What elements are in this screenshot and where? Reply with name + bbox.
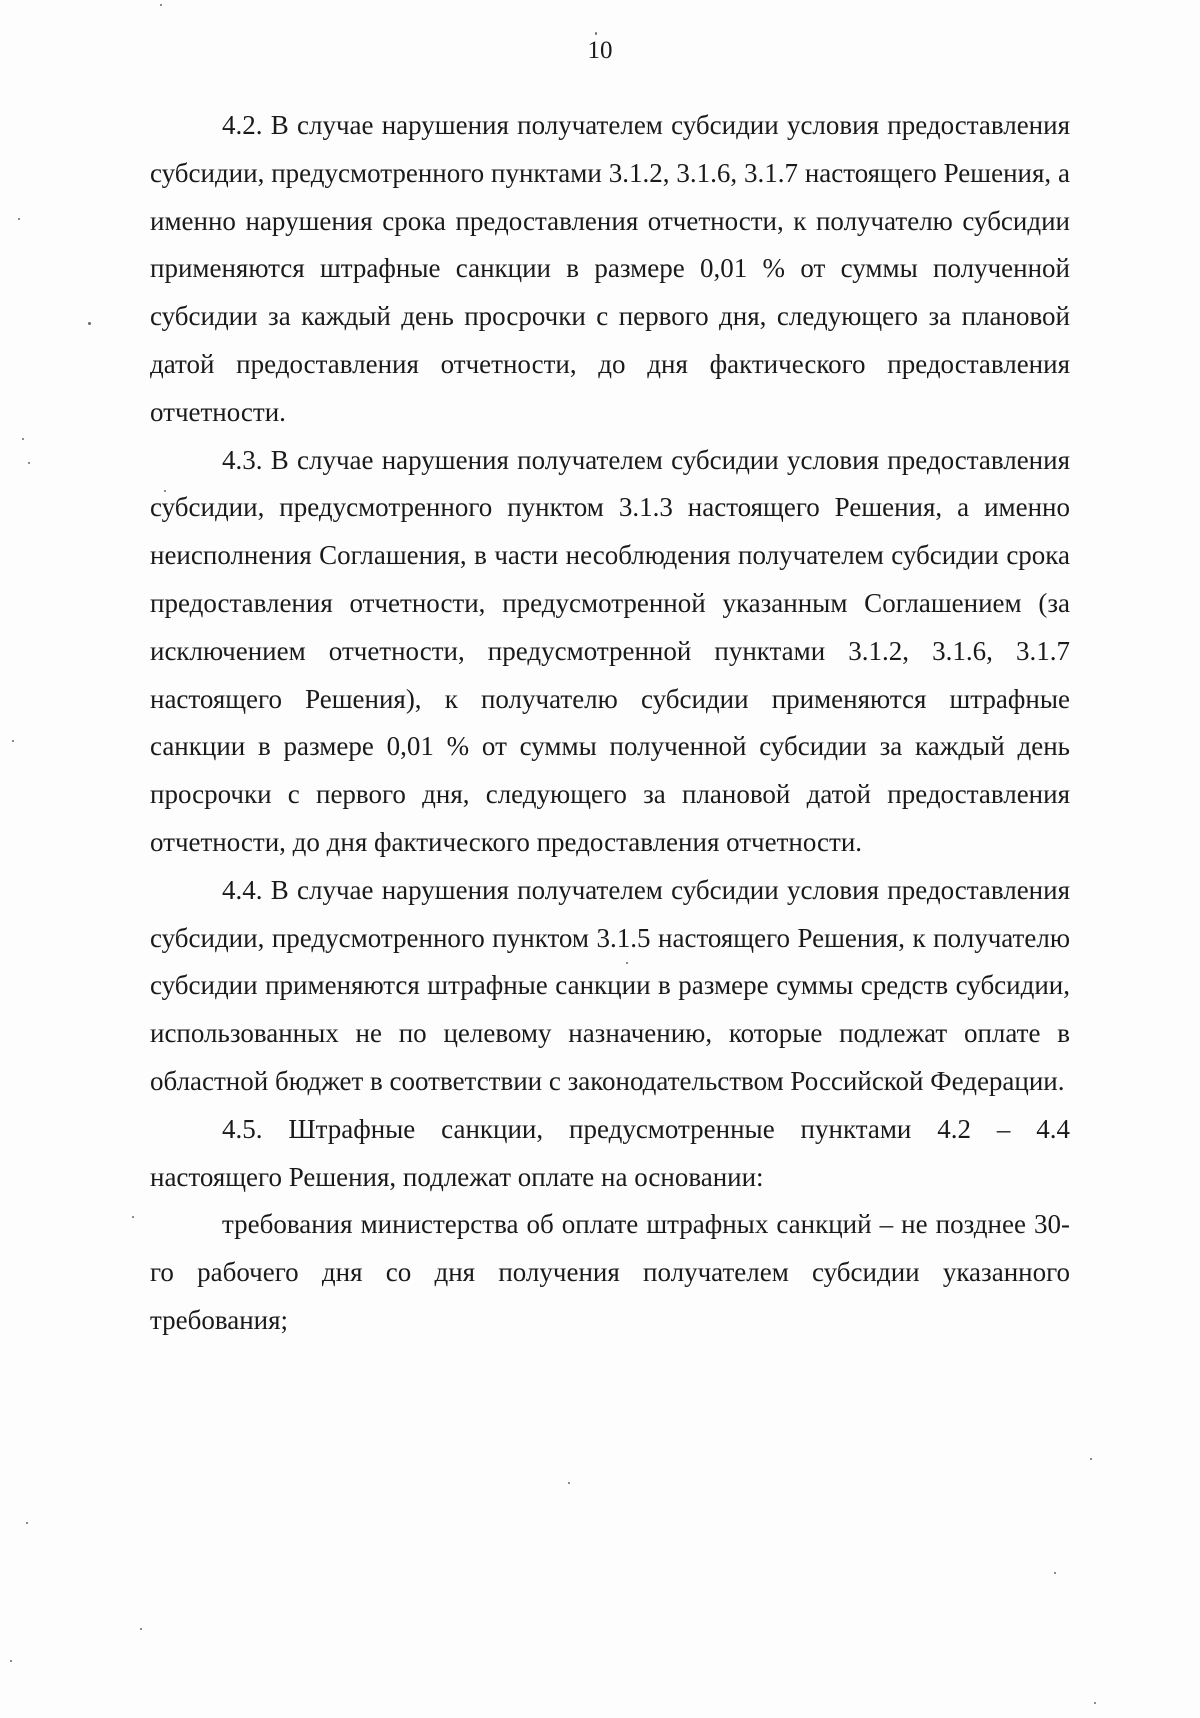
- paragraph-4-3: 4.3. В случае нарушения получателем субсидии условия предоставления субсидии, предусмотренного пунктом 3.1.3 настоящего Решения, а именно неисполнения Соглашения, в части несоблюдения получателем субсидии срока предоставления отчетности, предусмотренной указанным Соглашением (за исключением отчетности, предусмотренной пунктами 3.1.2, 3.1.6, 3.1.7 настоящего Решения), к получателю субсидии применяются штрафные санкции в размере 0,01 % от суммы полученной субсидии за каждый день просрочки с первого дня, следующего за плановой датой предоставления отчетности, до дня фактического предоставления отчетности.: [150, 444, 1070, 857]
- scan-speck: [595, 32, 597, 35]
- scan-speck: [140, 1628, 142, 1630]
- scan-speck: [18, 218, 20, 220]
- scan-speck: [88, 322, 91, 325]
- scan-speck: [132, 1216, 134, 1218]
- paragraph-4-5: 4.5. Штрафные санкции, предусмотренные пунктами 4.2 – 4.4 настоящего Решения, подлежат оплате на основании:: [150, 1113, 1070, 1192]
- scan-speck: [12, 740, 14, 742]
- scan-speck: [22, 438, 24, 440]
- scan-speck: [626, 962, 628, 964]
- paragraph-4-4: 4.4. В случае нарушения получателем субсидии условия предоставления субсидии, предусмотренного пунктом 3.1.5 настоящего Решения, к получателю субсидии применяются штрафные санкции в размере суммы средств субсидии, использованных не по целевому назначению, которые подлежат оплате в областной бюджет в соответствии с законодательством Российской Федерации.: [150, 874, 1070, 1096]
- scan-speck: [160, 4, 162, 6]
- scan-speck: [1094, 1702, 1096, 1704]
- scan-speck: [1054, 1572, 1056, 1574]
- paragraph-4-2: 4.2. В случае нарушения получателем субсидии условия предоставления субсидии, предусмотренного пунктами 3.1.2, 3.1.6, 3.1.7 настоящего Решения, а именно нарушения срока предоставления отчетности, к получателю субсидии применяются штрафные санкции в размере 0,01 % от суммы полученной субсидии за каждый день просрочки с первого дня, следующего за плановой датой предоставления отчетности, до дня фактического предоставления отчетности.: [150, 110, 1070, 427]
- document-body: [150, 102, 1070, 1345]
- scan-speck: [28, 462, 30, 464]
- page-number: 10: [587, 37, 613, 64]
- scan-speck: [568, 1482, 570, 1484]
- scan-speck: [26, 1522, 28, 1524]
- scan-speck: [164, 490, 166, 492]
- paragraph-requirement: требования министерства об оплате штрафных санкций – не позднее 30-го рабочего дня со дня получения получателем субсидии указанного требования;: [150, 1209, 1070, 1335]
- scan-speck: [10, 1660, 12, 1662]
- scan-speck: [1090, 1458, 1092, 1460]
